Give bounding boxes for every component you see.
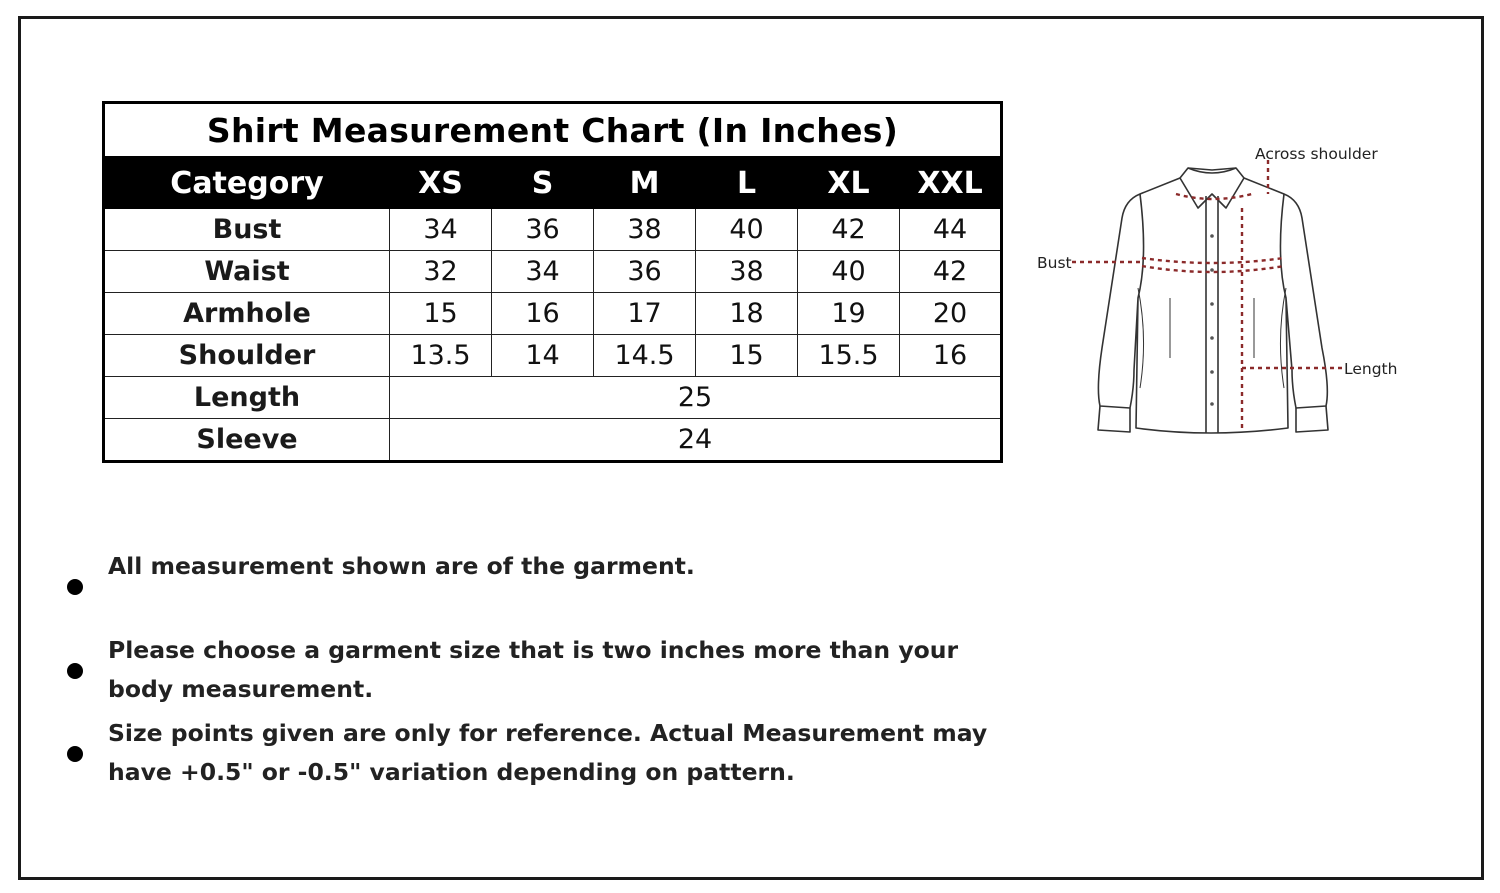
table-cell: 42 [798,209,900,251]
table-cell: 15 [390,293,492,335]
note-item [62,631,1022,709]
bullet-icon [67,579,83,595]
svg-text:Across shoulder: Across shoulder [1255,145,1378,163]
table-cell: 16 [492,293,594,335]
note-text: Size points given are only for reference. Actual Measurement may have +0.5" or -0.5" variation depending on pattern. [108,719,988,786]
table-cell: 38 [594,209,696,251]
table-cell: 14 [492,335,594,377]
measurement-table [102,101,1003,463]
table-cell: 32 [390,251,492,293]
bullet-icon [67,746,83,762]
table-cell: 13.5 [390,335,492,377]
table-cell-span: 24 [390,419,1002,462]
shirt-measurement-diagram [1030,138,1410,448]
table-cell: 40 [696,209,798,251]
row-label: Length [104,377,390,419]
column-header-xl: XL [798,157,900,209]
table-row-armhole [104,293,1002,335]
column-header-m: M [594,157,696,209]
note-item [62,714,1022,792]
table-cell: 20 [900,293,1002,335]
column-header-l: L [696,157,798,209]
note-text: All measurement shown are of the garment. [108,552,695,580]
row-label: Armhole [104,293,390,335]
table-row-waist [104,251,1002,293]
table-cell: 15.5 [798,335,900,377]
table-cell: 14.5 [594,335,696,377]
table-cell: 16 [900,335,1002,377]
row-label: Sleeve [104,419,390,462]
table-header-row [104,157,1002,209]
note-text: Please choose a garment size that is two inches more than your body measurement. [108,636,959,703]
row-label: Waist [104,251,390,293]
table-row-bust [104,209,1002,251]
table-cell: 44 [900,209,1002,251]
column-header-xxl: XXL [900,157,1002,209]
table-cell: 18 [696,293,798,335]
table-row-sleeve [104,419,1002,462]
svg-text:Bust: Bust [1037,254,1072,272]
table-cell: 34 [390,209,492,251]
column-header-xs: XS [390,157,492,209]
table-cell: 34 [492,251,594,293]
row-label: Shoulder [104,335,390,377]
table-cell: 38 [696,251,798,293]
diagram-label-length [1344,360,1397,378]
note-item [62,547,695,586]
diagram-label-across-shoulder [1255,145,1378,163]
table-cell: 36 [594,251,696,293]
table-row-length [104,377,1002,419]
table-cell: 42 [900,251,1002,293]
bullet-icon [67,663,83,679]
table-cell: 19 [798,293,900,335]
table-row-shoulder [104,335,1002,377]
table-cell: 36 [492,209,594,251]
table-cell: 15 [696,335,798,377]
table-title: Shirt Measurement Chart (In Inches) [104,103,1002,158]
column-header-category: Category [104,157,390,209]
table-cell: 40 [798,251,900,293]
shirt-outline-icon [1030,138,1410,448]
table-cell-span: 25 [390,377,1002,419]
diagram-label-bust [1037,254,1072,272]
table-cell: 17 [594,293,696,335]
row-label: Bust [104,209,390,251]
column-header-s: S [492,157,594,209]
svg-text:Length: Length [1344,360,1398,378]
